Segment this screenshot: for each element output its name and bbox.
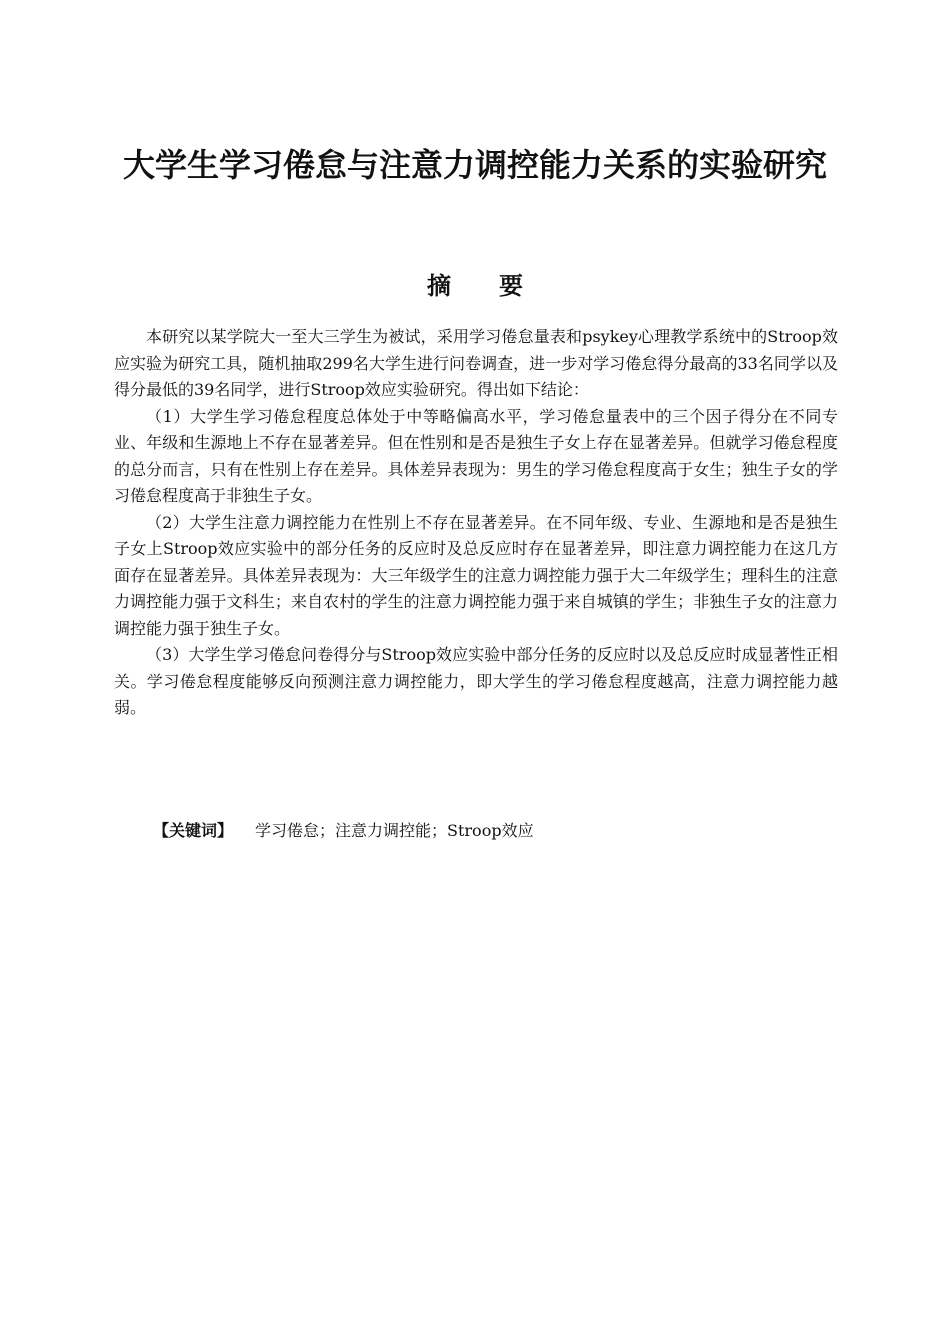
abstract-heading: 摘要 [427, 272, 571, 300]
abstract-paragraph-conclusion-3: （3）大学生学习倦怠问卷得分与Stroop效应实验中部分任务的反应时以及总反应时成显著性正相关。学习倦怠程度能够反向预测注意力调控能力，即大学生的学习倦怠程度越高，注意力调控能力越弱。 [114, 645, 838, 717]
paper-title: 大学生学习倦怠与注意力调控能力关系的实验研究 [122, 146, 827, 184]
keywords-text: 学习倦怠；注意力调控能；Stroop效应 [255, 821, 534, 840]
keywords-label: 【关键词】 [153, 821, 234, 840]
abstract-paragraph-conclusion-1: （1）大学生学习倦怠程度总体处于中等略偏高水平，学习倦怠量表中的三个因子得分在不同专业、年级和生源地上不存在显著差异。但在性别和是否是独生子女上存在显著差异。但就学习倦怠程度的总分而言，只有在性别上存在差异。具体差异表现为：男生的学习倦怠程度高于女生；独生子女的学习倦怠程度高于非独生子女。 [114, 406, 838, 505]
keywords-line [153, 818, 843, 844]
abstract-paragraph-intro: 本研究以某学院大一至大三学生为被试，采用学习倦怠量表和psykey心理教学系统中的Stroop效应实验为研究工具，随机抽取299名大学生进行问卷调查，进一步对学习倦怠得分最高的33名同学以及得分最低的39名同学，进行Stroop效应实验研究。得出如下结论： [114, 327, 838, 399]
abstract-paragraph-conclusion-2: （2）大学生注意力调控能力在性别上不存在显著差异。在不同年级、专业、生源地和是否是独生子女上Stroop效应实验中的部分任务的反应时及总反应时存在显著差异，即注意力调控能力在这几方面存在显著差异。具体差异表现为：大三年级学生的注意力调控能力强于大二年级学生；理科生的注意力调控能力强于文科生；来自农村的学生的注意力调控能力强于来自城镇的学生；非独生子女的注意力调控能力强于独生子女。 [114, 512, 838, 638]
abstract-body [114, 324, 838, 722]
